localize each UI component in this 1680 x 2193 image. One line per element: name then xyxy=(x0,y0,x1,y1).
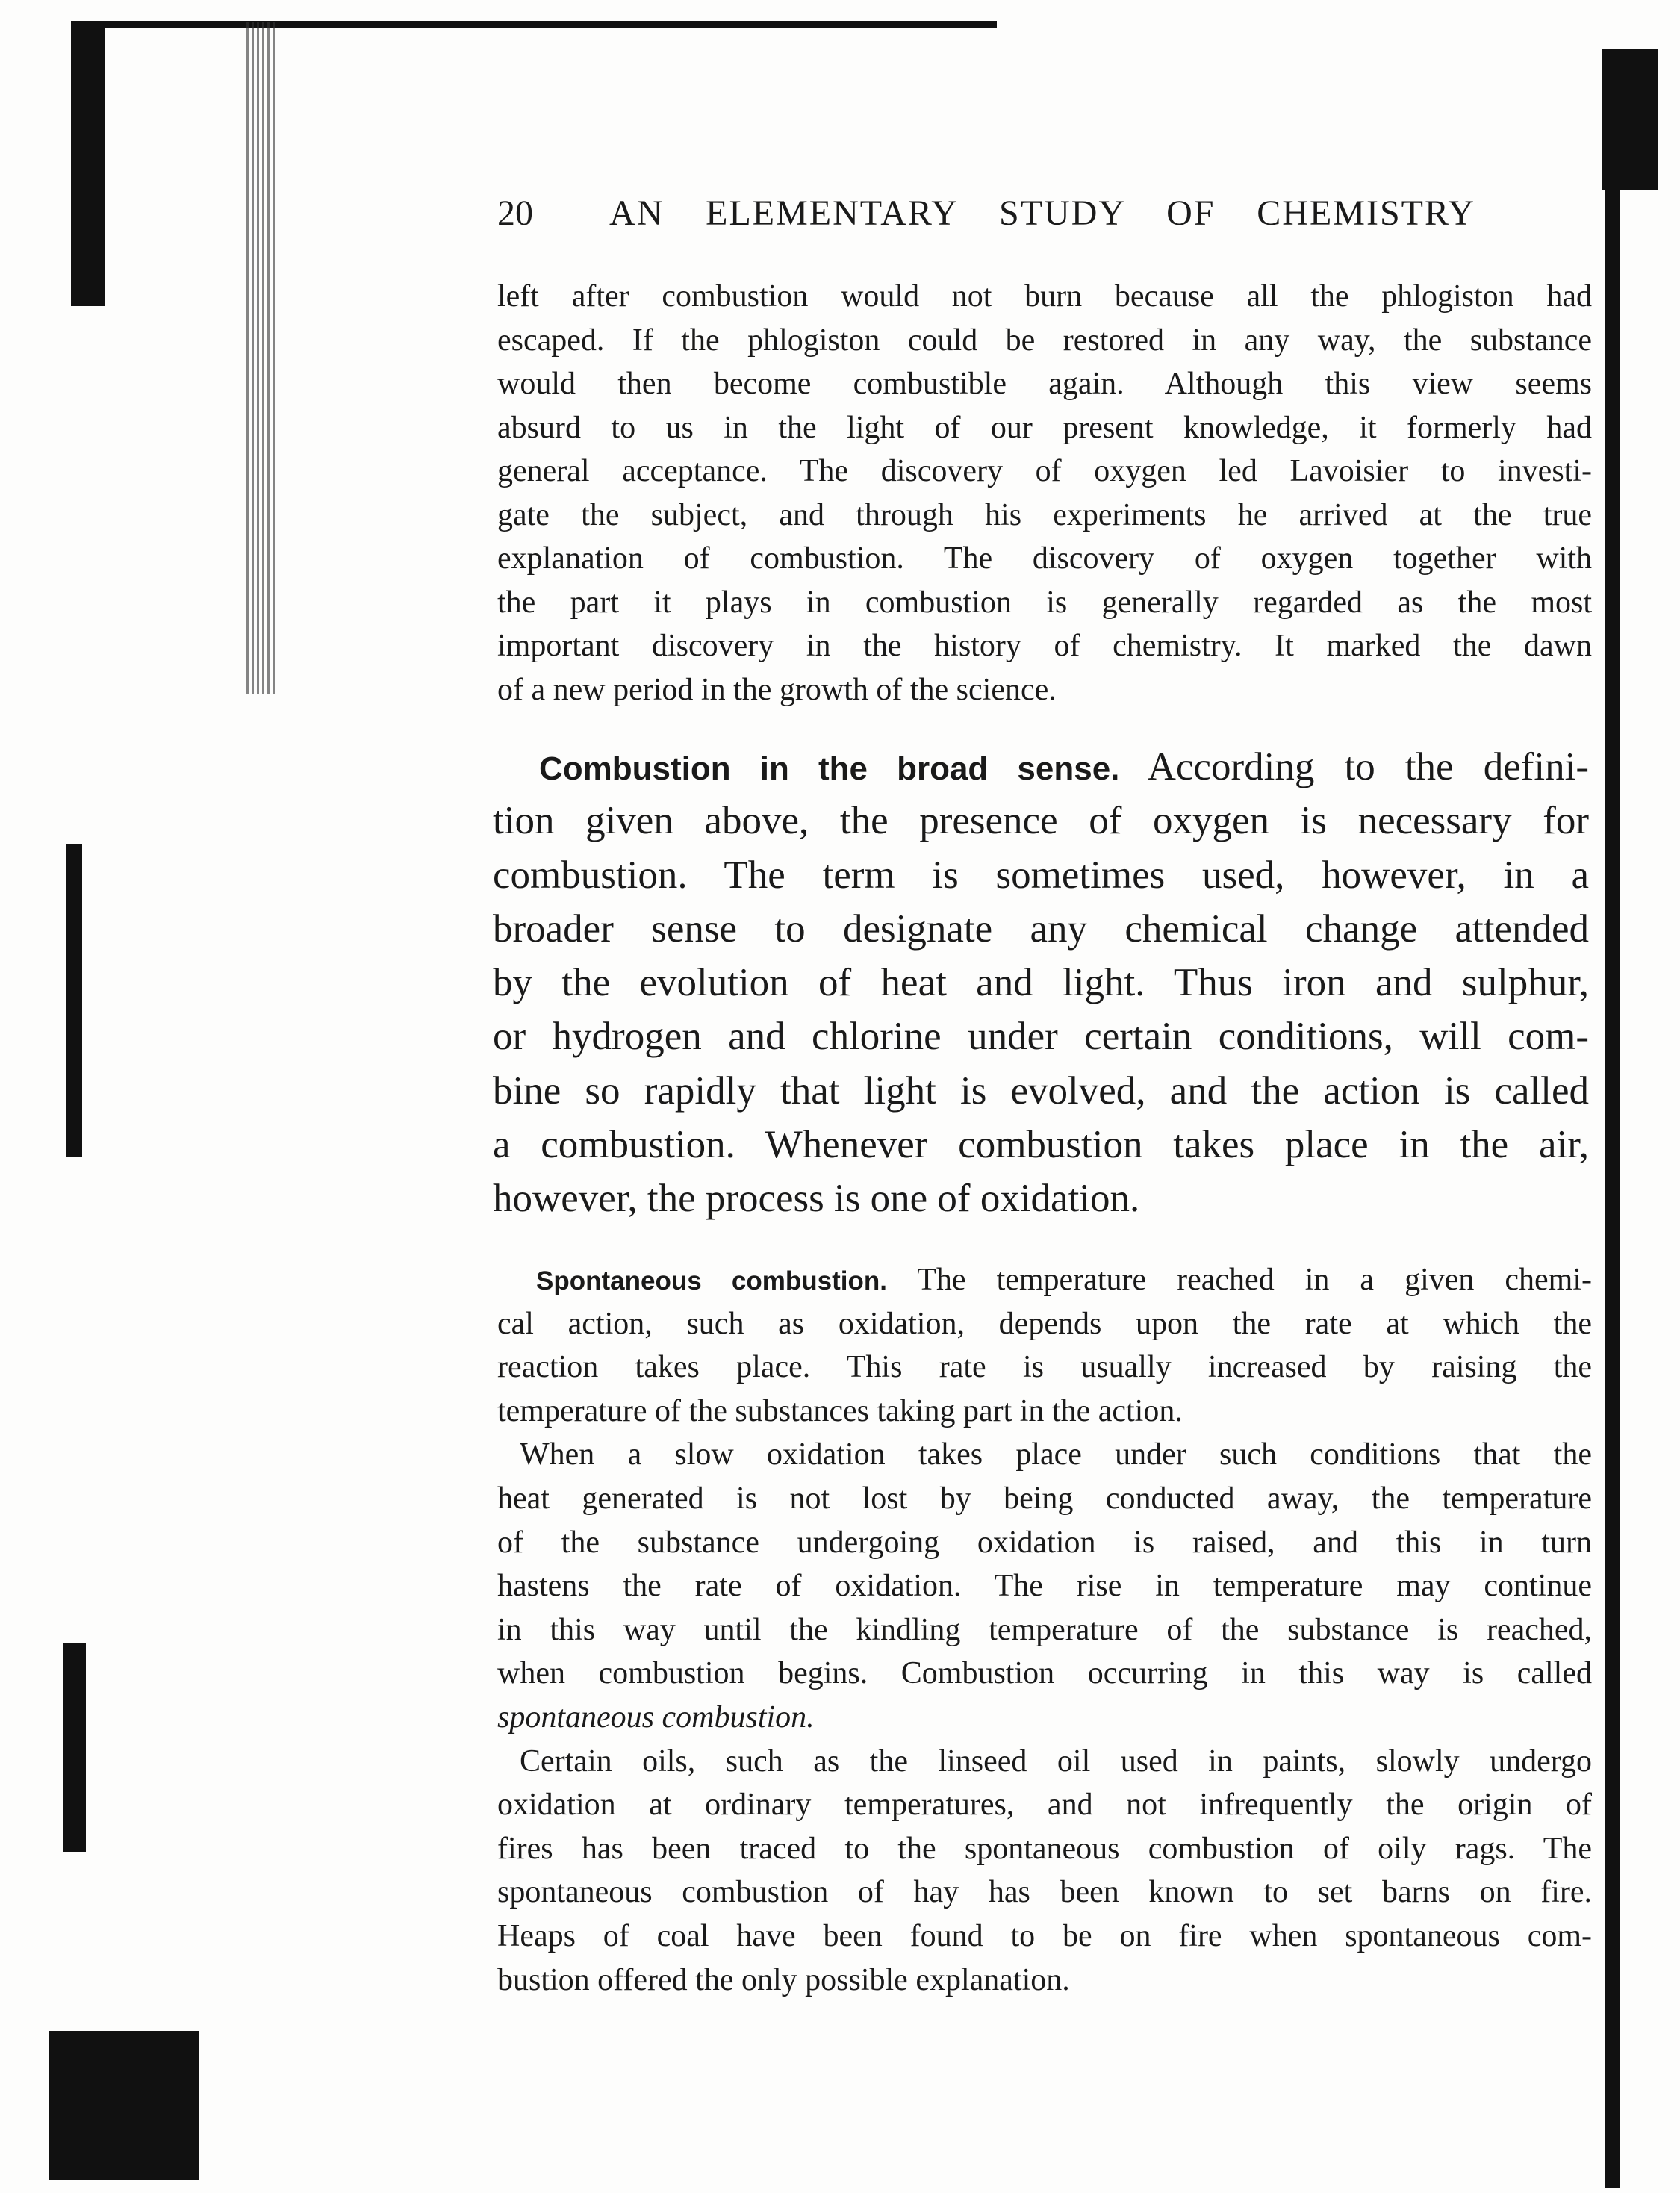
running-title: AN ELEMENTARY STUDY OF CHEMISTRY xyxy=(609,193,1475,233)
scan-bottom-left-block xyxy=(49,2031,199,2180)
text-line: a combustion. Whenever combustion takes place in the air, xyxy=(493,1123,1589,1167)
text-line xyxy=(497,1258,1592,1302)
text-line: temperature of the substances taking part in the action. xyxy=(497,1393,1183,1428)
scan-right-edge-top xyxy=(1602,49,1658,190)
text-line: of the substance undergoing oxidation is raised, and this in turn xyxy=(497,1525,1592,1560)
text-line: oxidation at ordinary temperatures, and not infrequently the origin of xyxy=(497,1788,1592,1823)
text-line: of a new period in the growth of the science. xyxy=(497,672,1057,707)
text-line: absurd to us in the light of our present knowledge, it formerly had xyxy=(497,410,1592,445)
section-heading: Spontaneous combustion. xyxy=(536,1266,887,1295)
text-line: gate the subject, and through his experiments he arrived at the true xyxy=(497,497,1592,532)
text-line: reaction takes place. This rate is usually increased by raising the xyxy=(497,1350,1592,1385)
text-line: general acceptance. The discovery of oxygen led Lavoisier to investi- xyxy=(497,454,1592,488)
paragraph-phlogiston xyxy=(497,275,1592,712)
scan-left-mark-2 xyxy=(63,1643,86,1852)
text-line: When a slow oxidation takes place under such conditions that the xyxy=(520,1437,1592,1472)
text-line: however, the process is one of oxidation. xyxy=(493,1177,1140,1221)
text-line: cal action, such as oxidation, depends upon the rate at which the xyxy=(497,1306,1592,1341)
text-line: important discovery in the history of chemistry. It marked the dawn xyxy=(497,629,1592,663)
text-line: would then become combustible again. Although this view seems xyxy=(497,367,1592,401)
text-line xyxy=(493,740,1589,794)
text-line: hastens the rate of oxidation. The rise in temperature may continue xyxy=(497,1569,1592,1604)
scan-top-left-corner xyxy=(71,22,105,306)
text-line: bustion offered the only possible explanation. xyxy=(497,1962,1070,1997)
text-line: when combustion begins. Combustion occurring in this way is called xyxy=(497,1656,1592,1691)
scan-binding-marks xyxy=(246,22,276,694)
page-number: 20 xyxy=(497,193,533,233)
section-spontaneous-combustion xyxy=(497,1258,1592,2002)
text-line: combustion. The term is sometimes used, however, in a xyxy=(493,853,1589,897)
text-line: or hydrogen and chlorine under certain conditions, will com- xyxy=(493,1015,1589,1059)
text-line: fires has been traced to the spontaneous combustion of oily rags. The xyxy=(497,1831,1592,1866)
section-heading: Combustion in the broad sense. xyxy=(539,750,1120,787)
text-line: spontaneous combustion of hay has been known to set barns on fire. xyxy=(497,1875,1592,1910)
text-line: escaped. If the phlogiston could be restored in any way, the substance xyxy=(497,323,1592,358)
text-line: the part it plays in combustion is generally regarded as the most xyxy=(497,585,1592,620)
section-combustion-broad-sense xyxy=(493,740,1589,1226)
scan-top-edge xyxy=(71,21,997,28)
scan-left-mark-1 xyxy=(66,844,82,1157)
text-line: Heaps of coal have been found to be on fire when spontaneous com- xyxy=(497,1918,1592,1953)
text-span: The temperature reached in a given chemi- xyxy=(917,1263,1592,1297)
text-line: bine so rapidly that light is evolved, and the action is called xyxy=(493,1068,1589,1113)
text-line: heat generated is not lost by being conducted away, the temperature xyxy=(497,1481,1592,1516)
text-line: explanation of combustion. The discovery of oxygen together with xyxy=(497,541,1592,576)
running-header xyxy=(497,190,1475,235)
text-line: tion given above, the presence of oxygen is necessary for xyxy=(493,799,1589,843)
text-line: in this way until the kindling temperature of the substance is reached, xyxy=(497,1612,1592,1647)
text-span: According to the defini- xyxy=(1147,745,1589,788)
term-spontaneous-combustion: spontaneous combustion. xyxy=(497,1699,815,1735)
text-line: Certain oils, such as the linseed oil used in paints, slowly undergo xyxy=(520,1743,1592,1779)
text-line: broader sense to designate any chemical change attended xyxy=(493,906,1589,951)
scan-right-edge xyxy=(1605,187,1620,2188)
text-line: left after combustion would not burn because all the phlogiston had xyxy=(497,279,1592,314)
text-line: by the evolution of heat and light. Thus iron and sulphur, xyxy=(493,961,1589,1005)
